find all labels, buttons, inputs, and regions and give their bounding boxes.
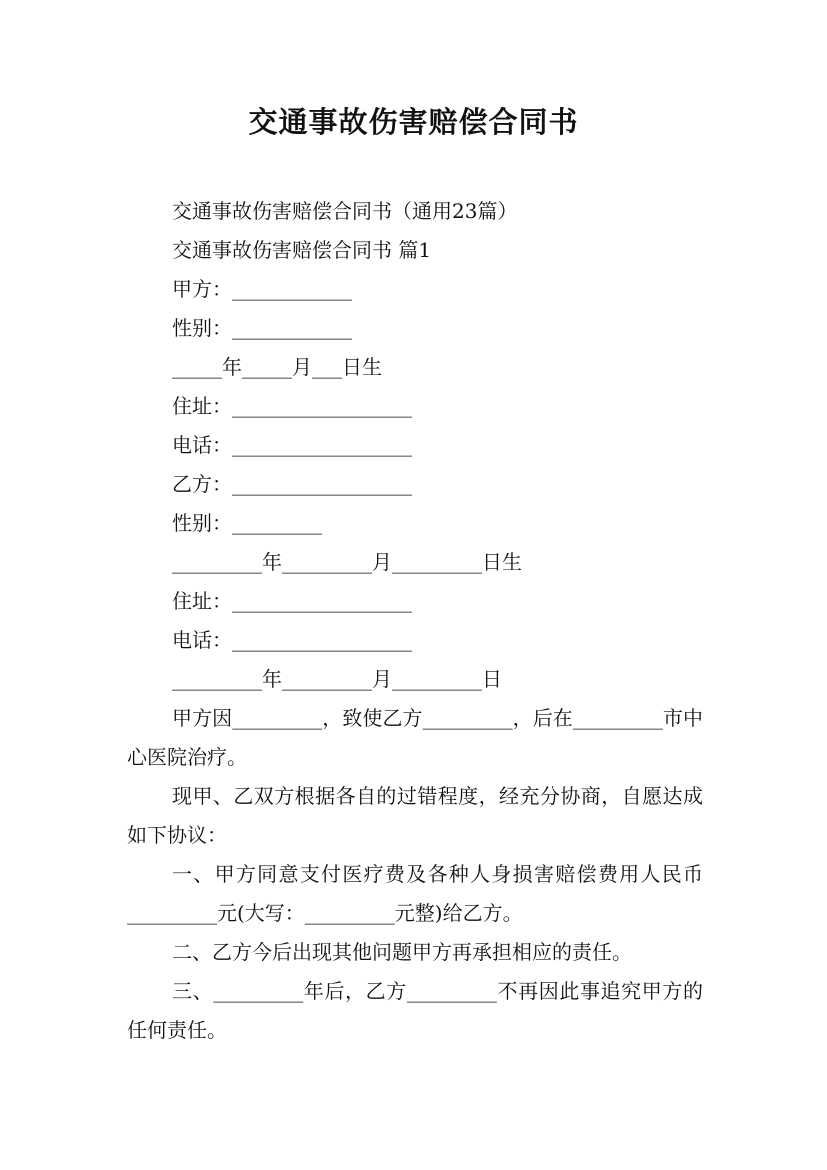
party-a-gender-line: 性别：____________ [172,316,352,340]
party-b-gender-line: 性别：_________ [172,511,322,535]
party-b-address-line: 住址：__________________ [172,589,412,613]
paragraph-clause-2: 二、乙方今后出现其他问题甲方再承担相应的责任。 [172,940,632,964]
party-b-birthdate-line: _________年_________月_________日生 [172,550,522,574]
party-b-phone-line: 电话：__________________ [172,628,412,652]
party-b-line: 乙方：__________________ [172,472,412,496]
paragraph-cause: 甲方因_________，致使乙方_________，后在_________市中心医院治疗。 [127,706,703,769]
party-a-phone-line: 电话：__________________ [172,433,412,457]
party-a-address-line: 住址：__________________ [172,394,412,418]
paragraph-clause-3: 三、_________年后，乙方_________不再因此事追究甲方的任何责任。 [127,979,703,1042]
party-a-line: 甲方：____________ [172,277,352,301]
paragraph-agreement-intro: 现甲、乙双方根据各自的过错程度，经充分协商，自愿达成如下协议： [127,784,703,847]
party-a-birthdate-line: _____年_____月___日生 [172,355,382,379]
document-title: 交通事故伤害赔偿合同书 [248,105,579,139]
subtitle-line: 交通事故伤害赔偿合同书（通用23篇） [172,199,518,223]
paragraph-clause-1: 一、甲方同意支付医疗费及各种人身损害赔偿费用人民币_________元(大写：_________元整)给乙方。 [127,862,703,925]
section-heading: 交通事故伤害赔偿合同书 篇1 [172,238,432,262]
date-line: _________年_________月_________日 [172,667,502,691]
